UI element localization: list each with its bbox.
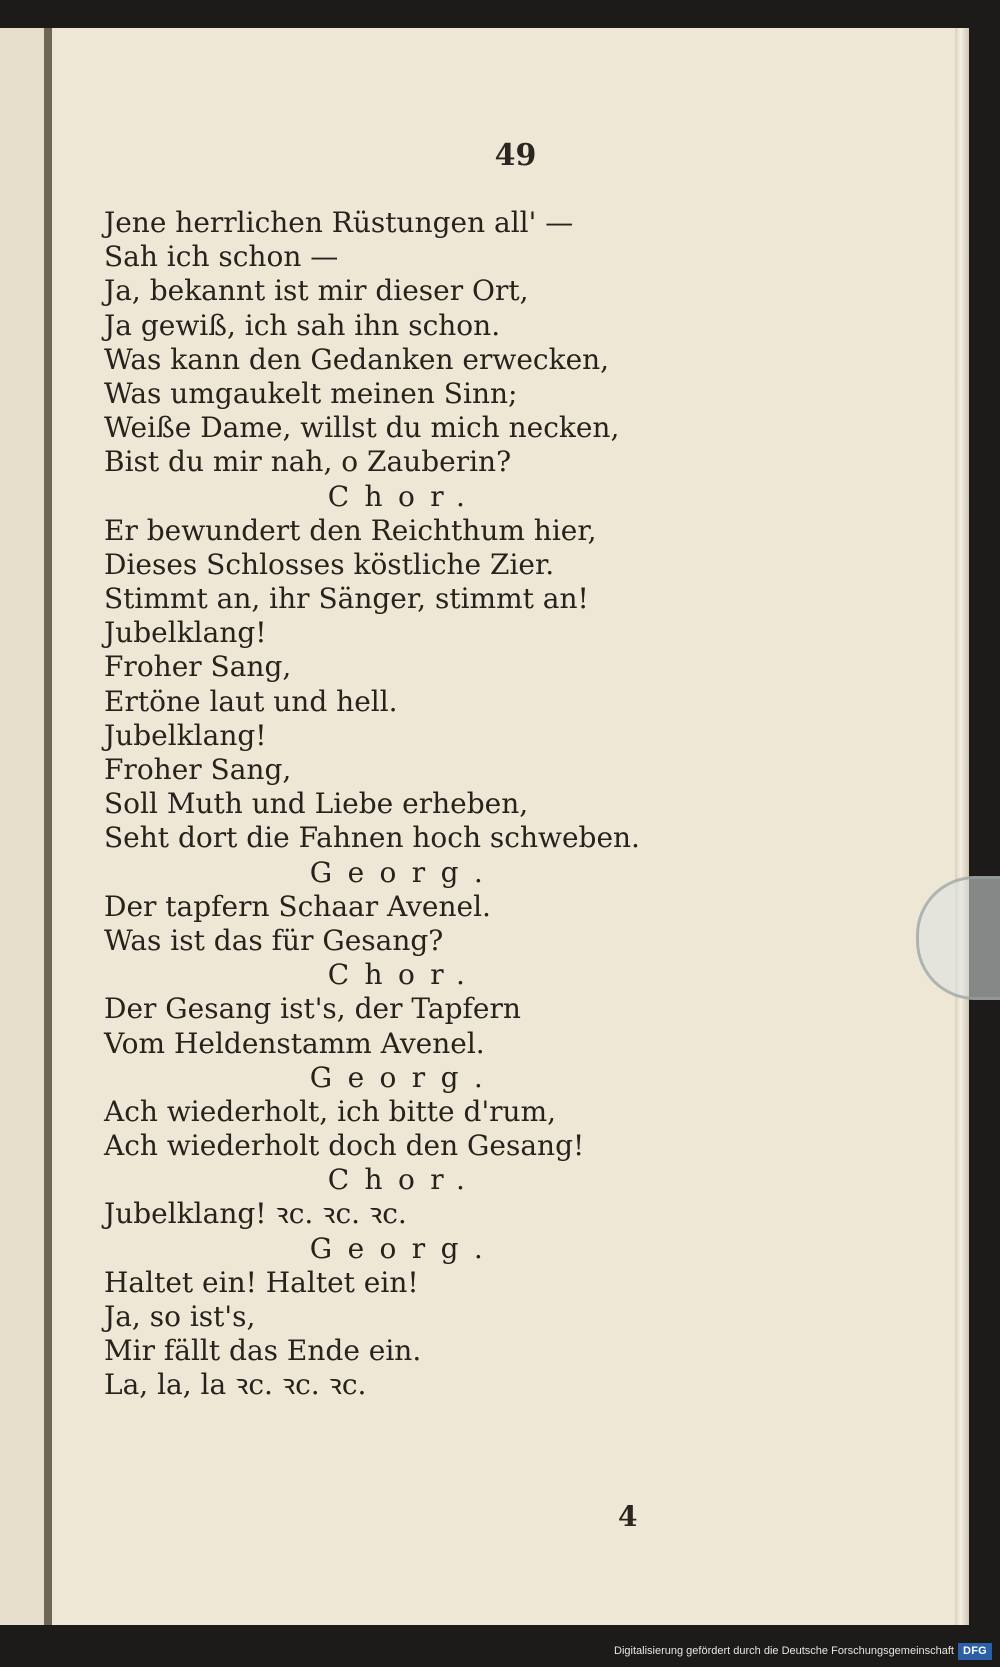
speaker-name: Georg. <box>309 855 499 889</box>
speaker-name: Chor. <box>327 1163 481 1197</box>
printer-signature: 4 <box>618 1500 638 1533</box>
verse-line: Stimmt an, ihr Sänger, stimmt an! <box>104 582 589 616</box>
verse-line: Haltet ein! Haltet ein! <box>104 1265 419 1299</box>
verse-line: Er bewundert den Reichthum hier, <box>104 513 597 547</box>
verse-line: Jubelklang! <box>104 718 267 752</box>
verse-line: Sah ich schon — <box>104 240 339 274</box>
speaker-name: Chor. <box>327 958 481 992</box>
verse-line: Mir fällt das Ende ein. <box>104 1334 422 1368</box>
verse-line: Bist du mir nah, o Zauberin? <box>104 445 512 479</box>
funding-credit: Digitalisierung gefördert durch die Deutsche Forschungsgemeinschaft <box>614 1645 954 1657</box>
verse-line: Froher Sang, <box>104 650 292 684</box>
verse-line: Was kann den Gedanken erwecken, <box>104 342 610 376</box>
verse-line: Vom Heldenstamm Avenel. <box>104 1026 485 1060</box>
verse-line: Der Gesang ist's, der Tapfern <box>104 992 521 1026</box>
verse-line: Jene herrlichen Rüstungen all' — <box>104 206 574 239</box>
verse-line: Was umgaukelt meinen Sinn; <box>104 376 518 410</box>
verse-line: Ertöne laut und hell. <box>104 684 398 718</box>
dfg-logo: DFG <box>958 1643 992 1660</box>
verse-line: Froher Sang, <box>104 753 292 786</box>
verse-line: Was ist das für Gesang? <box>104 923 444 957</box>
verse-line: Dieses Schlosses köstliche Zier. <box>104 547 555 581</box>
page-number: 49 <box>494 138 537 173</box>
book-gutter <box>44 28 52 1625</box>
verse-line: Ja gewiß, ich sah ihn schon. <box>104 308 501 342</box>
verse-line: Ja, bekannt ist mir dieser Ort, <box>104 274 529 308</box>
verse-text <box>104 206 704 1403</box>
verse-line: Seht dort die Fahnen hoch schweben. <box>104 821 640 855</box>
footer-bar <box>0 1625 1000 1667</box>
verse-line: Jubelklang! ꝛc. ꝛc. ꝛc. <box>104 1197 407 1231</box>
verse-line: La, la, la ꝛc. ꝛc. ꝛc. <box>104 1368 367 1402</box>
verse-line: Ach wiederholt doch den Gesang! <box>104 1129 585 1163</box>
page-stack-edge <box>955 28 969 1625</box>
verse-line: Weiße Dame, willst du mich necken, <box>104 411 620 445</box>
speaker-name: Georg. <box>309 1231 499 1265</box>
verse-line: Der tapfern Schaar Avenel. <box>104 889 491 923</box>
facing-page-edge <box>0 28 44 1625</box>
verse-line: Jubelklang! <box>104 616 267 650</box>
book-page <box>52 28 955 1625</box>
speaker-name: Chor. <box>327 479 481 513</box>
speaker-name: Georg. <box>309 1060 499 1094</box>
verse-line: Ach wiederholt, ich bitte d'rum, <box>104 1094 557 1128</box>
verse-line: Soll Muth und Liebe erheben, <box>104 787 529 821</box>
verse-line: Ja, so ist's, <box>104 1300 256 1333</box>
